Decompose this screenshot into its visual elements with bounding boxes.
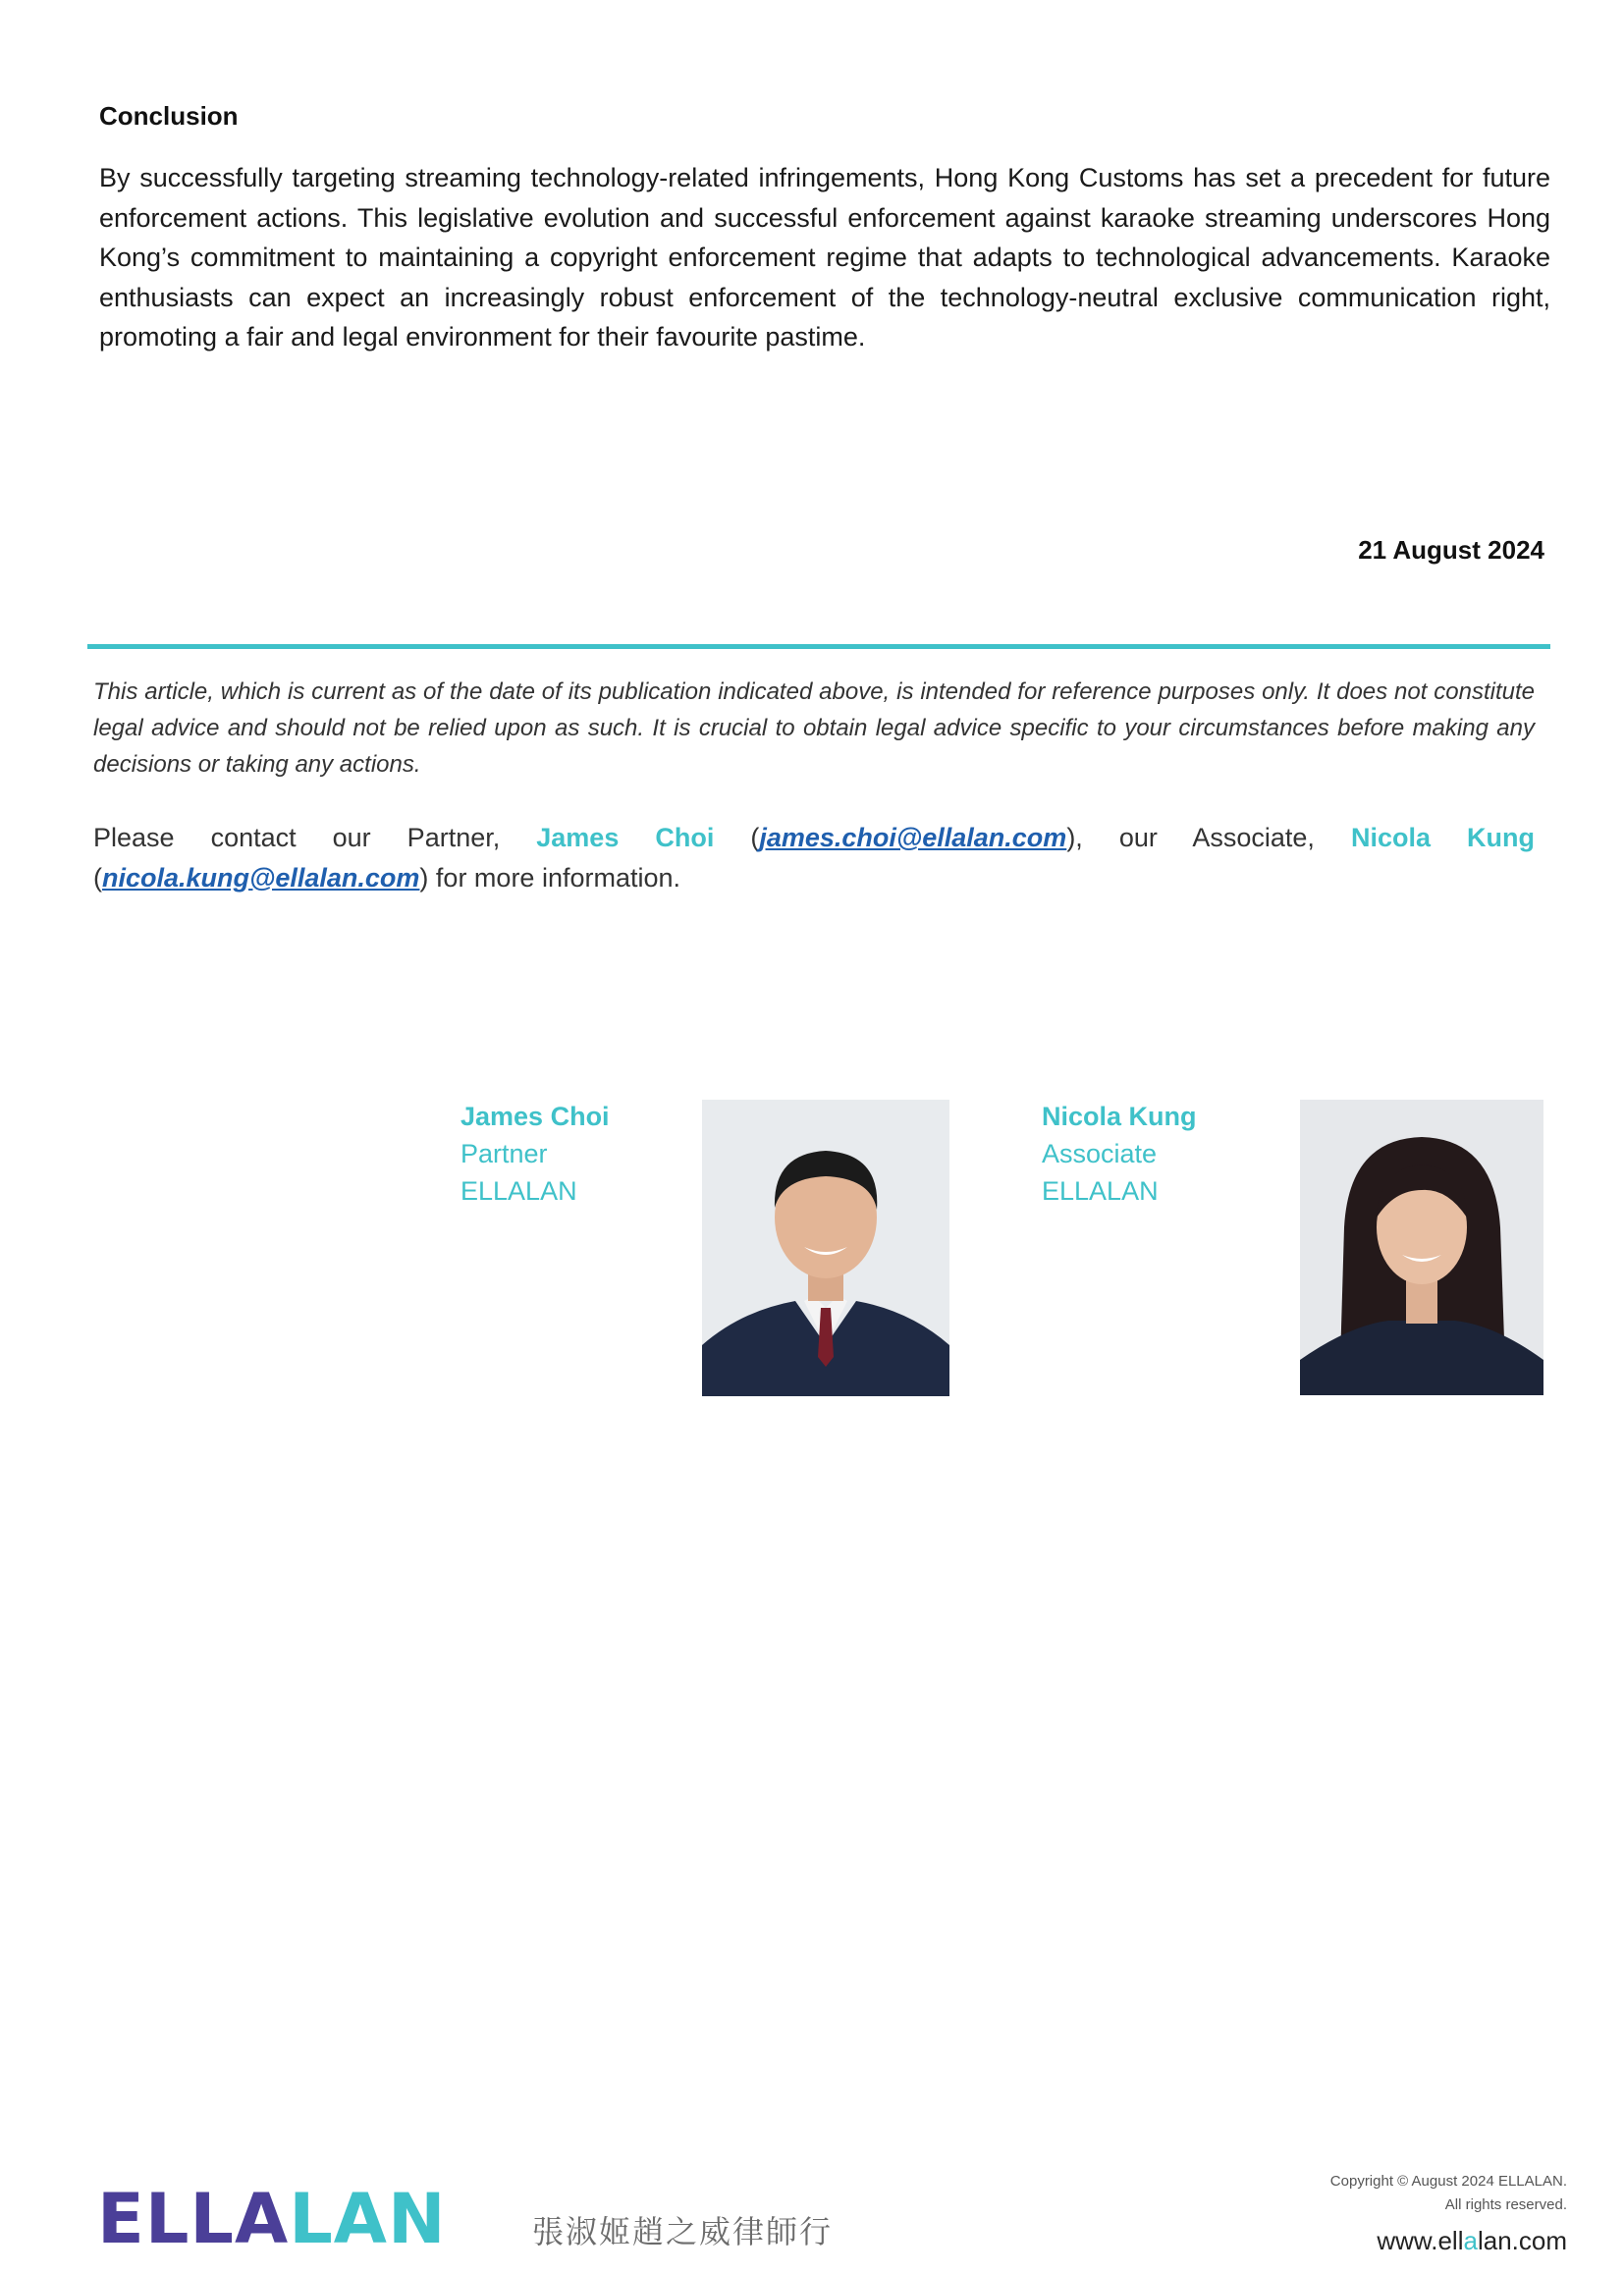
person-firm: ELLALAN [1042, 1176, 1159, 1206]
website-prefix: www.ell [1377, 2226, 1464, 2255]
website-accent: a [1463, 2226, 1478, 2255]
person-name: Nicola Kung [1042, 1102, 1197, 1131]
partner-name-link: James Choi [536, 823, 715, 852]
website-suffix: lan.com [1477, 2226, 1567, 2255]
conclusion-paragraph: By successfully targeting streaming technology-related infringements, Hong Kong Customs has set a precedent for future enforcement actions. This legislative evolution and successful enforcement against karaoke streaming underscores Hong Kong’s commitment to maintaining a copyright enforcement regime that adapts to technological advancements. Karaoke enthusiasts can expect an increasingly robust enforcement of the technology-neutral exclusive communication right, promoting a fair and legal environment for their favourite pastime. [99, 163, 1550, 352]
footer-right-block [1330, 2170, 1567, 2260]
person-firm: ELLALAN [460, 1176, 577, 1206]
website-link[interactable] [1330, 2221, 1567, 2260]
portrait-photo-nicola [1300, 1100, 1543, 1395]
partner-email-link[interactable]: james.choi@ellalan.com [759, 823, 1067, 852]
contact-paragraph: Please contact our Partner, James Choi (james.choi@ellalan.com), our Associate, Nicola Kung (nicola.kung@ellalan.com) for more information. [93, 818, 1535, 897]
person-title: Partner [460, 1139, 548, 1168]
publication-date: 21 August 2024 [1358, 535, 1544, 565]
portrait-photo-james [702, 1100, 949, 1396]
contact-mid: our Associate, [1118, 823, 1315, 852]
contact-intro: Please contact our Partner, [93, 823, 501, 852]
person-card-nicola [1042, 1098, 1197, 1210]
disclaimer-text: This article, which is current as of the date of its publication indicated above, is intended for reference purposes only. It does not constitute legal advice and should not be relied upon as such. It is crucial to obtain legal advice specific to your circumstances before making any decisions or taking any actions. [93, 678, 1535, 778]
associate-name-link: Nicola Kung [1350, 823, 1535, 852]
associate-email-link[interactable]: nicola.kung@ellalan.com [102, 862, 420, 893]
copyright-line-1: Copyright © August 2024 ELLALAN. [1329, 2173, 1567, 2190]
contact-line-1: Please contact our Partner, James Choi (james.choi@ellalan.com), our Associate, Nicola Kung [93, 823, 1535, 852]
logo-part-1: ELLA [97, 2179, 290, 2259]
person-name: James Choi [460, 1102, 610, 1131]
person-card-james [460, 1098, 610, 1210]
copyright-line-2: All rights reserved. [1444, 2196, 1567, 2213]
contact-outro: for more information. [435, 862, 681, 893]
person-title: Associate [1042, 1139, 1158, 1168]
section-divider [87, 644, 1550, 649]
conclusion-heading: Conclusion [99, 101, 239, 131]
firm-chinese-name: 張淑姬趙之威律師行 [532, 2214, 834, 2249]
logo-part-2: LAN [289, 2179, 447, 2259]
ellalan-logo [97, 2179, 447, 2259]
